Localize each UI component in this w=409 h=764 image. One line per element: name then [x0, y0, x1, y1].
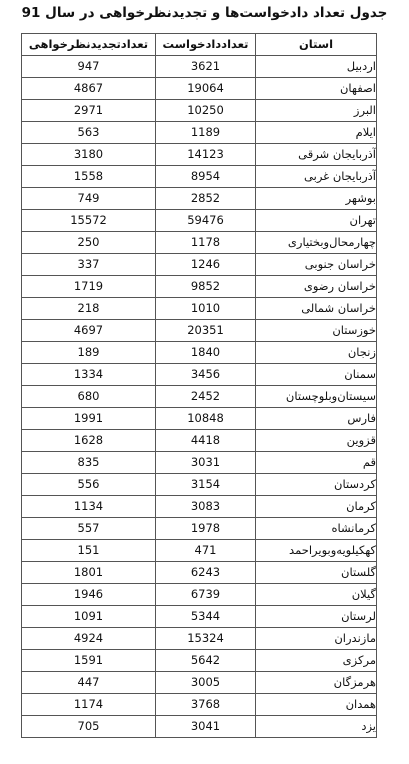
cell-revisions: 563 — [22, 122, 156, 144]
cell-requests: 59476 — [156, 210, 256, 232]
cell-revisions: 1991 — [22, 408, 156, 430]
cell-province: همدان — [256, 694, 377, 716]
cell-province: آذربایجان غربی — [256, 166, 377, 188]
cell-province: مرکزی — [256, 650, 377, 672]
cell-requests: 2852 — [156, 188, 256, 210]
table-row — [22, 232, 377, 254]
cell-requests: 14123 — [156, 144, 256, 166]
cell-province: سمنان — [256, 364, 377, 386]
cell-revisions: 835 — [22, 452, 156, 474]
cell-requests: 3031 — [156, 452, 256, 474]
cell-province: آذربایجان شرقی — [256, 144, 377, 166]
table-row — [22, 298, 377, 320]
cell-requests: 10250 — [156, 100, 256, 122]
cell-revisions: 1558 — [22, 166, 156, 188]
cell-requests: 3005 — [156, 672, 256, 694]
cell-province: یزد — [256, 716, 377, 738]
cell-requests: 3041 — [156, 716, 256, 738]
table-row — [22, 628, 377, 650]
table-row — [22, 364, 377, 386]
cell-requests: 1178 — [156, 232, 256, 254]
cell-requests: 10848 — [156, 408, 256, 430]
cell-province: فارس — [256, 408, 377, 430]
table-row — [22, 122, 377, 144]
header-requests: تعداددادخواست — [156, 34, 256, 56]
table-row — [22, 276, 377, 298]
cell-requests: 6739 — [156, 584, 256, 606]
cell-revisions: 1946 — [22, 584, 156, 606]
table-row — [22, 320, 377, 342]
cell-revisions: 4924 — [22, 628, 156, 650]
cell-revisions: 447 — [22, 672, 156, 694]
cell-revisions: 749 — [22, 188, 156, 210]
table-row — [22, 562, 377, 584]
cell-province: مازندران — [256, 628, 377, 650]
data-table — [21, 33, 377, 738]
cell-province: گلستان — [256, 562, 377, 584]
cell-requests: 20351 — [156, 320, 256, 342]
cell-requests: 8954 — [156, 166, 256, 188]
table-row — [22, 650, 377, 672]
cell-revisions: 1091 — [22, 606, 156, 628]
table-row — [22, 78, 377, 100]
cell-province: خراسان رضوی — [256, 276, 377, 298]
cell-province: چهارمحال‌وبختیاری — [256, 232, 377, 254]
cell-revisions: 680 — [22, 386, 156, 408]
cell-revisions: 1134 — [22, 496, 156, 518]
cell-province: کهکیلویه‌وبویراحمد — [256, 540, 377, 562]
cell-requests: 1189 — [156, 122, 256, 144]
cell-requests: 1978 — [156, 518, 256, 540]
cell-revisions: 947 — [22, 56, 156, 78]
cell-revisions: 250 — [22, 232, 156, 254]
cell-province: کرمان — [256, 496, 377, 518]
cell-requests: 5642 — [156, 650, 256, 672]
cell-requests: 5344 — [156, 606, 256, 628]
table-row — [22, 540, 377, 562]
cell-province: تهران — [256, 210, 377, 232]
table-row — [22, 694, 377, 716]
cell-revisions: 15572 — [22, 210, 156, 232]
cell-province: بوشهر — [256, 188, 377, 210]
cell-requests: 3621 — [156, 56, 256, 78]
cell-requests: 1840 — [156, 342, 256, 364]
table-row — [22, 430, 377, 452]
cell-province: هرمزگان — [256, 672, 377, 694]
header-revisions: تعدادتجدیدنظرخواهی — [22, 34, 156, 56]
cell-province: گیلان — [256, 584, 377, 606]
cell-requests: 4418 — [156, 430, 256, 452]
table-body — [22, 56, 377, 738]
cell-revisions: 557 — [22, 518, 156, 540]
cell-requests: 15324 — [156, 628, 256, 650]
header-province: استان — [256, 34, 377, 56]
table-row — [22, 188, 377, 210]
table-row — [22, 716, 377, 738]
cell-revisions: 705 — [22, 716, 156, 738]
cell-province: البرز — [256, 100, 377, 122]
table-row — [22, 254, 377, 276]
table-row — [22, 56, 377, 78]
cell-province: خوزستان — [256, 320, 377, 342]
cell-revisions: 3180 — [22, 144, 156, 166]
cell-revisions: 4697 — [22, 320, 156, 342]
table-row — [22, 100, 377, 122]
cell-province: خراسان جنوبی — [256, 254, 377, 276]
table-row — [22, 386, 377, 408]
table-row — [22, 584, 377, 606]
table-row — [22, 672, 377, 694]
cell-requests: 3768 — [156, 694, 256, 716]
table-row — [22, 210, 377, 232]
cell-revisions: 151 — [22, 540, 156, 562]
cell-revisions: 1801 — [22, 562, 156, 584]
table-row — [22, 408, 377, 430]
cell-revisions: 1719 — [22, 276, 156, 298]
cell-requests: 6243 — [156, 562, 256, 584]
table-row — [22, 144, 377, 166]
table-row — [22, 452, 377, 474]
cell-province: اردبیل — [256, 56, 377, 78]
cell-province: خراسان شمالی — [256, 298, 377, 320]
cell-province: سیستان‌وبلوچستان — [256, 386, 377, 408]
table-title: جدول تعداد دادخواست‌ها و تجدیدنظرخواهی در سال 91 — [21, 5, 388, 21]
cell-revisions: 189 — [22, 342, 156, 364]
cell-requests: 3083 — [156, 496, 256, 518]
cell-revisions: 4867 — [22, 78, 156, 100]
table-row — [22, 518, 377, 540]
table-row — [22, 474, 377, 496]
cell-province: ایلام — [256, 122, 377, 144]
cell-requests: 471 — [156, 540, 256, 562]
table-row — [22, 342, 377, 364]
cell-province: کرمانشاه — [256, 518, 377, 540]
cell-revisions: 1591 — [22, 650, 156, 672]
cell-revisions: 218 — [22, 298, 156, 320]
cell-province: لرستان — [256, 606, 377, 628]
cell-requests: 3456 — [156, 364, 256, 386]
header-row — [22, 34, 377, 56]
cell-province: قزوین — [256, 430, 377, 452]
cell-province: اصفهان — [256, 78, 377, 100]
cell-province: قم — [256, 452, 377, 474]
cell-revisions: 1334 — [22, 364, 156, 386]
cell-province: زنجان — [256, 342, 377, 364]
table-row — [22, 606, 377, 628]
cell-province: کردستان — [256, 474, 377, 496]
cell-requests: 19064 — [156, 78, 256, 100]
cell-requests: 3154 — [156, 474, 256, 496]
table-row — [22, 496, 377, 518]
table-row — [22, 166, 377, 188]
cell-requests: 9852 — [156, 276, 256, 298]
cell-revisions: 1628 — [22, 430, 156, 452]
cell-revisions: 1174 — [22, 694, 156, 716]
cell-revisions: 337 — [22, 254, 156, 276]
cell-revisions: 2971 — [22, 100, 156, 122]
cell-revisions: 556 — [22, 474, 156, 496]
cell-requests: 1246 — [156, 254, 256, 276]
cell-requests: 2452 — [156, 386, 256, 408]
cell-requests: 1010 — [156, 298, 256, 320]
